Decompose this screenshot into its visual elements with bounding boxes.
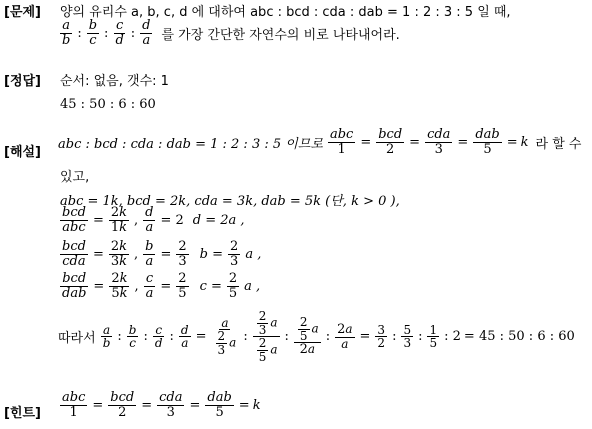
hint-label: [힌트] — [4, 406, 41, 421]
solution-label: [해설] — [4, 145, 41, 160]
answer-label: [정답] — [4, 74, 41, 89]
answer-line-2: 45 : 50 : 6 : 60 — [60, 97, 156, 112]
solution-line-1-left: abc : bcd : cda : dab = 1 : 2 : 3 : 5 이므로 — [58, 136, 323, 152]
problem-ratio-expression: $\frac{a}{b}$ : $\frac{b}{c}$ : $\frac{c}{d}$ : $\frac{d}{a}$ 를 가장 간단한 자연수의 비로 나타내어라. — [62, 18, 400, 48]
problem-label: [문제] — [4, 5, 41, 20]
solution-b-derivation: $\frac{\text{bcd}}{\text{cda}}$ = $\frac{2k}{3k}$ , $\frac{b}{a}$ = $\frac{2}{3}$ b = $\frac{2}{3}$ a , — [62, 239, 262, 269]
hint-expression: $\frac{\text{abc}}{1}$ = $\frac{\text{bcd}}{2}$ = $\frac{\text{cda}}{3}$ = $\frac{\text{dab}}{5}$ = k — [62, 390, 261, 420]
frac-b-over-c: $\frac{b}{c}$ — [88, 18, 98, 48]
solution-final-ratio: 따라서 $\frac{a}{b}$ : $\frac{b}{c}$ : $\frac{c}{d}$ : $\frac{d}{a}$ = a $\frac{2}{3}$ a : $\frac{2}{3}$ a $\frac{2}{5}$ a : $\frac{2}{5}$ a 2a : $\frac{2a}{a}$ = $\frac{3}{2}$ : $\frac{5}{3}$ : $\frac{1}{5}$ : 2 = 45 : 50 : 6 : 60 — [58, 309, 575, 364]
answer-line-1: 순서: 없음, 갯수: 1 — [60, 74, 169, 89]
problem-line-2-suffix: 를 가장 간단한 자연수의 비로 나타내어라. — [161, 27, 400, 43]
solution-line-3: abc = 1k, bcd = 2k, cda = 3k, dab = 5k (단, k > 0 ), — [60, 194, 400, 209]
solution-line-1-tail: 라 할 수 — [535, 136, 582, 152]
solution-line-1: abc : bcd : cda : dab = 1 : 2 : 3 : 5 이므로 $\frac{\text{abc}}{1}$ = $\frac{\text{bcd}}{2}$ = $\frac{\text{cda}}{3}$ = $\frac{\text{dab}}{5}$ = k 라 할 수 — [58, 127, 582, 157]
solution-line-2: 있고, — [60, 170, 90, 185]
frac-d-over-a: $\frac{d}{a}$ — [142, 18, 151, 48]
frac-c-over-d: $\frac{c}{d}$ — [115, 18, 124, 48]
problem-line-1: 양의 유리수 a, b, c, d 에 대하여 abc : bcd : cda : dab = 1 : 2 : 3 : 5 일 때, — [60, 5, 511, 20]
frac-a-over-b: $\frac{a}{b}$ — [62, 18, 71, 48]
solution-d-derivation: $\frac{\text{bcd}}{\text{abc}}$ = $\frac{2k}{1k}$ , $\frac{d}{a}$ = 2 d = 2a , — [62, 205, 245, 235]
solution-c-derivation: $\frac{\text{bcd}}{\text{dab}}$ = $\frac{2k}{5k}$ , $\frac{c}{a}$ = $\frac{2}{5}$ c = $\frac{2}{5}$ a , — [62, 271, 261, 301]
